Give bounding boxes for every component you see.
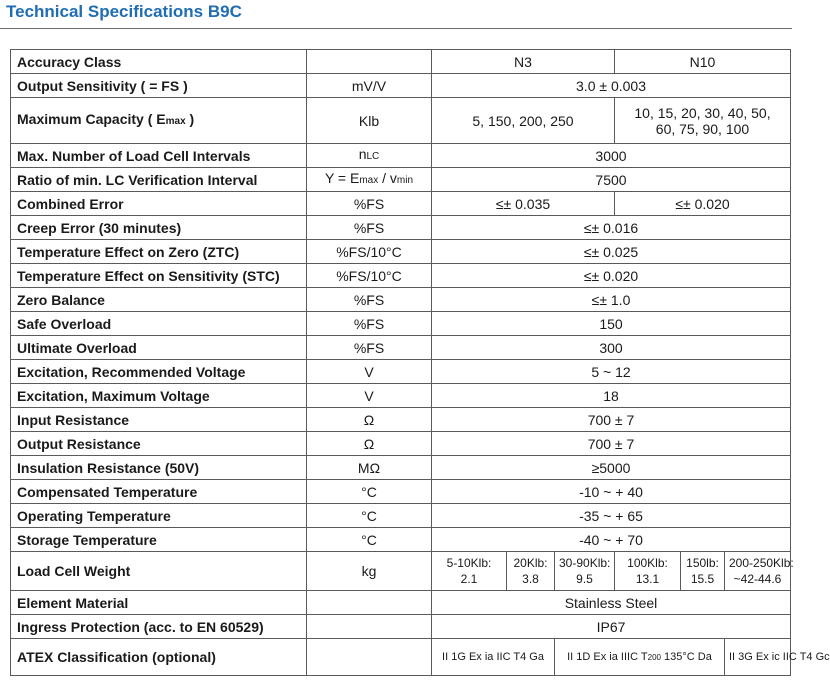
unit-max-intervals-sub: LC — [366, 151, 380, 162]
weight-cell-label: 5-10Klb: — [446, 556, 492, 570]
atex-cell-2-sub: 200 — [647, 652, 661, 662]
unit-element-material — [307, 591, 432, 615]
value-combined-error-n10: ≤± 0.020 — [615, 192, 791, 216]
weight-cell-value: 9.5 — [576, 572, 593, 586]
table-row-ratio-interval — [11, 168, 791, 192]
unit-max-intervals — [307, 144, 432, 168]
param-accuracy-class: Accuracy Class — [11, 50, 307, 74]
value-ingress-protection: IP67 — [432, 615, 791, 639]
weight-cell-value: 13.1 — [635, 572, 660, 586]
table-row-zero-balance — [11, 288, 791, 312]
unit-temp-zero: %FS/10°C — [307, 240, 432, 264]
weight-cell — [681, 552, 725, 591]
weight-cell-value: 15.5 — [690, 572, 715, 586]
unit-ultimate-overload: %FS — [307, 336, 432, 360]
param-temp-zero: Temperature Effect on Zero (ZTC) — [11, 240, 307, 264]
weight-cell — [432, 552, 507, 591]
param-ingress-protection: Ingress Protection (acc. to EN 60529) — [11, 615, 307, 639]
unit-creep-error: %FS — [307, 216, 432, 240]
param-exc-maximum: Excitation, Maximum Voltage — [11, 384, 307, 408]
spec-table — [10, 49, 830, 676]
value-max-intervals: 3000 — [432, 144, 791, 168]
table-row-exc-recommended — [11, 360, 791, 384]
weight-cell-value: 2.1 — [460, 572, 478, 586]
unit-input-resistance: Ω — [307, 408, 432, 432]
unit-max-intervals-main: n — [358, 146, 367, 162]
table-row-ingress-protection — [11, 615, 791, 639]
unit-ratio-interval — [307, 168, 432, 192]
table-row-safe-overload — [11, 312, 791, 336]
weight-cell-label: 20Klb: — [513, 556, 548, 570]
title-divider — [0, 28, 792, 29]
table-row-element-material — [11, 591, 791, 615]
unit-insulation-resistance: MΩ — [307, 456, 432, 480]
param-ratio-interval: Ratio of min. LC Verification Interval — [11, 168, 307, 192]
table-row-load-cell-weight — [11, 552, 791, 591]
weight-cell-label: 200-250Klb: — [729, 556, 794, 570]
unit-exc-maximum: V — [307, 384, 432, 408]
unit-output-resistance: Ω — [307, 432, 432, 456]
value-combined-error-n3: ≤± 0.035 — [432, 192, 615, 216]
unit-max-capacity: Klb — [307, 98, 432, 144]
unit-ratio-b: / v — [378, 170, 397, 186]
unit-accuracy-class — [307, 50, 432, 74]
weight-cell — [555, 552, 615, 591]
unit-load-cell-weight: kg — [307, 552, 432, 591]
param-creep-error: Creep Error (30 minutes) — [11, 216, 307, 240]
table-row-output-sensitivity — [11, 74, 791, 98]
unit-combined-error: %FS — [307, 192, 432, 216]
param-storage-temp: Storage Temperature — [11, 528, 307, 552]
table-row-atex — [11, 639, 791, 676]
table-row-input-resistance — [11, 408, 791, 432]
value-temp-sens: ≤± 0.020 — [432, 264, 791, 288]
param-compensated-temp: Compensated Temperature — [11, 480, 307, 504]
value-max-capacity-n3: 5, 150, 200, 250 — [432, 98, 615, 144]
param-input-resistance: Input Resistance — [11, 408, 307, 432]
table-row-ultimate-overload — [11, 336, 791, 360]
value-exc-maximum: 18 — [432, 384, 791, 408]
value-temp-zero: ≤± 0.025 — [432, 240, 791, 264]
table-row-storage-temp — [11, 528, 791, 552]
table-row-combined-error — [11, 192, 791, 216]
weight-cell — [507, 552, 555, 591]
value-insulation-resistance: ≥5000 — [432, 456, 791, 480]
param-ultimate-overload: Ultimate Overload — [11, 336, 307, 360]
param-max-capacity-end: ) — [185, 111, 195, 127]
value-output-sensitivity: 3.0 ± 0.003 — [432, 74, 791, 98]
value-input-resistance: 700 ± 7 — [432, 408, 791, 432]
unit-ingress-protection — [307, 615, 432, 639]
param-zero-balance: Zero Balance — [11, 288, 307, 312]
table-row-max-capacity — [11, 98, 791, 144]
atex-cell-1: II 1G Ex ia IIC T4 Ga — [432, 639, 555, 676]
param-load-cell-weight: Load Cell Weight — [11, 552, 307, 591]
value-ultimate-overload: 300 — [432, 336, 791, 360]
value-ratio-interval: 7500 — [432, 168, 791, 192]
unit-ratio-a: Y = E — [324, 170, 360, 186]
param-max-capacity — [11, 98, 307, 144]
param-output-resistance: Output Resistance — [11, 432, 307, 456]
table-row-insulation-resistance — [11, 456, 791, 480]
weight-cell — [615, 552, 681, 591]
unit-atex — [307, 639, 432, 676]
table-row-temp-sens — [11, 264, 791, 288]
table-row-creep-error — [11, 216, 791, 240]
weight-cell-label: 100Klb: — [627, 556, 668, 570]
weight-cell-value: ~42-44.6 — [733, 572, 782, 586]
table-row-max-intervals — [11, 144, 791, 168]
value-element-material: Stainless Steel — [432, 591, 791, 615]
weight-cell — [725, 552, 794, 591]
value-compensated-temp: -10 ~ + 40 — [432, 480, 791, 504]
unit-storage-temp: °C — [307, 528, 432, 552]
page-title: Technical Specifications B9C — [6, 2, 242, 21]
weight-cell-value: 3.8 — [522, 572, 539, 586]
param-safe-overload: Safe Overload — [11, 312, 307, 336]
param-output-sensitivity: Output Sensitivity ( = FS ) — [11, 74, 307, 98]
value-creep-error: ≤± 0.016 — [432, 216, 791, 240]
unit-zero-balance: %FS — [307, 288, 432, 312]
atex-cell-2-b: 135°C Da — [660, 650, 712, 663]
param-temp-sens: Temperature Effect on Sensitivity (STC) — [11, 264, 307, 288]
param-exc-recommended: Excitation, Recommended Voltage — [11, 360, 307, 384]
unit-temp-sens: %FS/10°C — [307, 264, 432, 288]
param-combined-error: Combined Error — [11, 192, 307, 216]
param-element-material: Element Material — [11, 591, 307, 615]
value-storage-temp: -40 ~ + 70 — [432, 528, 791, 552]
param-max-capacity-main: Maximum Capacity ( E — [17, 111, 166, 127]
value-zero-balance: ≤± 1.0 — [432, 288, 791, 312]
unit-ratio-b-sub: min — [396, 175, 414, 186]
atex-cell-3: II 3G Ex ic IIC T4 Gc — [725, 639, 791, 676]
unit-exc-recommended: V — [307, 360, 432, 384]
param-max-intervals: Max. Number of Load Cell Intervals — [11, 144, 307, 168]
value-exc-recommended: 5 ~ 12 — [432, 360, 791, 384]
table-row-accuracy-class — [11, 50, 791, 74]
value-output-resistance: 700 ± 7 — [432, 432, 791, 456]
param-insulation-resistance: Insulation Resistance (50V) — [11, 456, 307, 480]
unit-output-sensitivity: mV/V — [307, 74, 432, 98]
unit-safe-overload: %FS — [307, 312, 432, 336]
table-row-output-resistance — [11, 432, 791, 456]
value-max-capacity-n10-line1: 10, 15, 20, 30, 40, 50, — [634, 104, 771, 121]
value-max-capacity-n10 — [615, 98, 791, 144]
class-n10-header: N10 — [615, 50, 791, 74]
param-atex: ATEX Classification (optional) — [11, 639, 307, 676]
table-row-temp-zero — [11, 240, 791, 264]
table-row-compensated-temp — [11, 480, 791, 504]
table-row-operating-temp — [11, 504, 791, 528]
atex-cell-2-a: II 1D Ex ia IIIC T — [567, 650, 648, 663]
atex-cell-2 — [555, 639, 725, 676]
weight-cell-label: 30-90Klb: — [559, 556, 611, 570]
unit-operating-temp: °C — [307, 504, 432, 528]
unit-compensated-temp: °C — [307, 480, 432, 504]
class-n3-header: N3 — [432, 50, 615, 74]
value-operating-temp: -35 ~ + 65 — [432, 504, 791, 528]
value-max-capacity-n10-line2: 60, 75, 90, 100 — [655, 120, 750, 137]
param-max-capacity-sub: max — [165, 116, 186, 127]
param-operating-temp: Operating Temperature — [11, 504, 307, 528]
weight-cell-label: 150lb: — [686, 556, 719, 570]
table-row-exc-maximum — [11, 384, 791, 408]
unit-ratio-a-sub: max — [359, 175, 379, 186]
value-safe-overload: 150 — [432, 312, 791, 336]
